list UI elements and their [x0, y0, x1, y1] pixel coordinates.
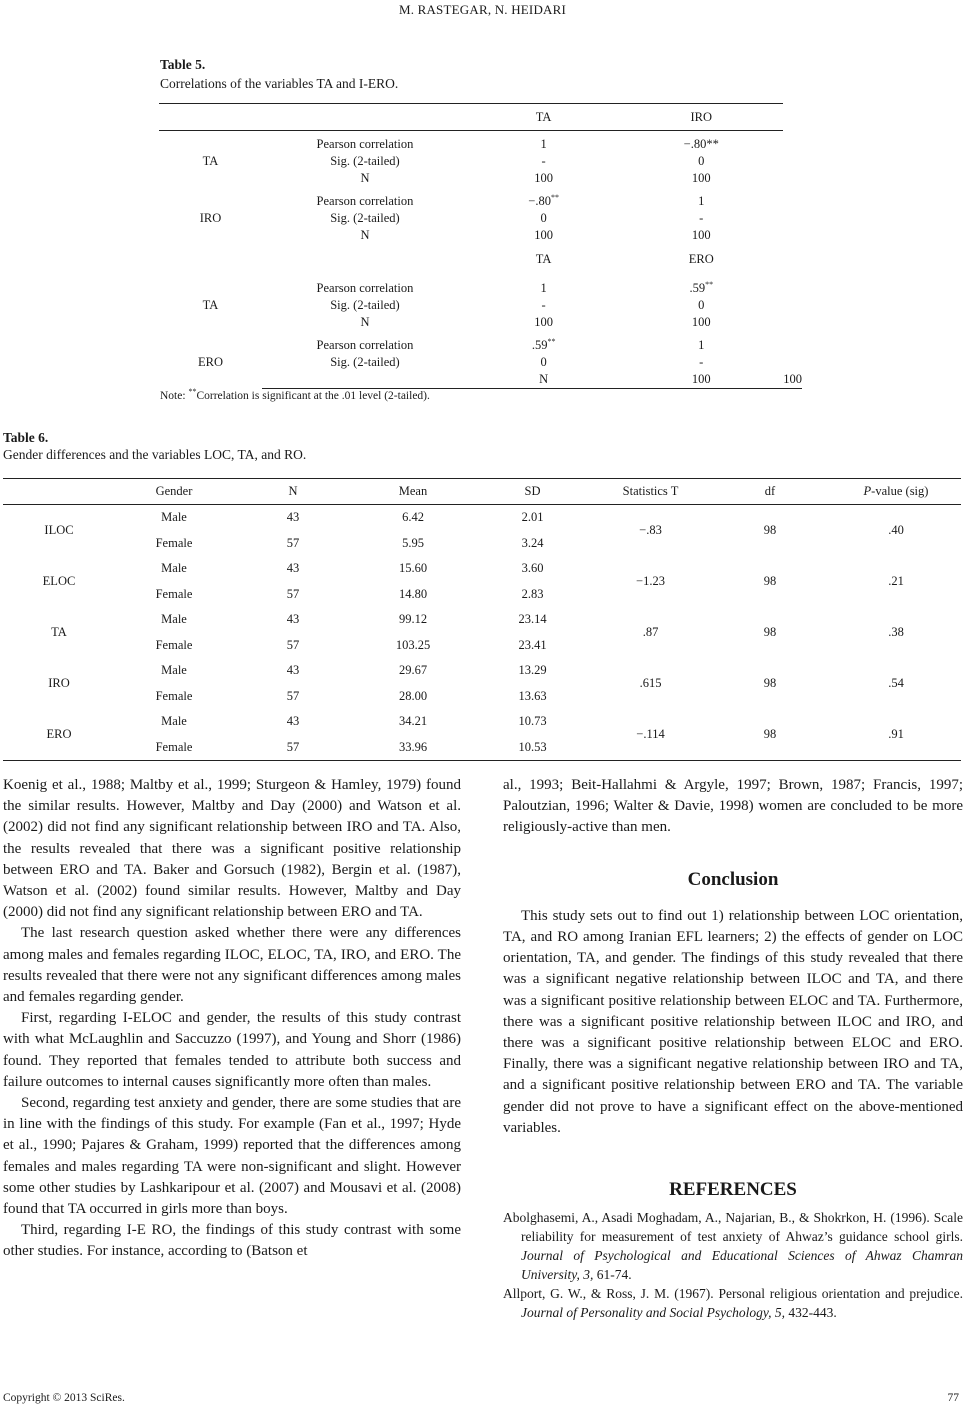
table6-cell: 43 — [286, 663, 300, 678]
table6-col-head: Mean — [353, 478, 473, 505]
table5-caption — [160, 55, 398, 93]
table5-cell: 100 — [783, 371, 802, 389]
page-number: 77 — [947, 1392, 959, 1404]
table6-cell: Female — [155, 535, 193, 550]
table6-title: Gender differences and the variables LOC, TA, and RO. — [3, 447, 307, 462]
table6-cell: 3.60 — [521, 561, 544, 576]
table5-stat-label: N — [468, 371, 619, 389]
table5-row — [159, 193, 802, 210]
table6-cell: 28.00 — [398, 688, 428, 703]
table5-row — [159, 337, 802, 354]
table6-col-head: SD — [473, 478, 592, 505]
table5-cell: - — [699, 211, 704, 225]
table5-stat-label: Sig. (2-tailed) — [330, 298, 400, 312]
table5-stat-label: Pearson correlation — [316, 281, 414, 295]
footer-copyright: Copyright © 2013 SciRes. — [3, 1392, 125, 1404]
table6-cell: 13.63 — [518, 688, 547, 703]
table6-header-row — [3, 478, 961, 505]
table6-cell: Male — [161, 510, 187, 525]
table6-cell: 98 — [763, 625, 777, 639]
table6-cell: .54 — [888, 676, 904, 690]
table5-cell: 0 — [698, 154, 705, 168]
table6-cell: Female — [115, 735, 233, 762]
body-paragraph: First, regarding I-ELOC and gender, the results of this study contrast with what McLaughlin and Saccuzzo (1997), and Young and Shorr (1986) found. They reported that females tended to attribute both success and failure outcomes to internal causes significantly more often than males. — [3, 1010, 461, 1090]
table6-cell: 10.53 — [473, 735, 592, 762]
table5-col-head: IRO — [619, 104, 783, 131]
table5-col-head: ERO — [688, 251, 714, 266]
table6-cell: 57 — [286, 535, 300, 550]
table5-stat-label: Pearson correlation — [316, 338, 414, 352]
left-column — [3, 775, 461, 1263]
table5-stat-label: Pearson correlation — [316, 137, 414, 151]
table5-row — [159, 136, 802, 153]
table6-cell: 3.24 — [521, 535, 544, 550]
table6-col-head: Statistics T — [592, 478, 709, 505]
table6-cell: 103.25 — [395, 637, 431, 652]
table6-cell: .91 — [831, 709, 961, 761]
table5-cell: 1 — [540, 137, 547, 151]
table6-row-male — [3, 709, 961, 735]
table6-cell: Female — [155, 688, 193, 703]
table6-cell: 57 — [286, 586, 300, 601]
table6-caption — [3, 429, 306, 463]
right-column — [503, 775, 963, 1322]
table6-cell: 23.14 — [518, 612, 547, 627]
table6-cell: 29.67 — [398, 663, 428, 678]
table5-cell: 100 — [691, 171, 711, 185]
section-title-references: REFERENCES — [669, 1179, 797, 1201]
table5-var: TA — [202, 298, 219, 312]
table5-stat-label: N — [360, 171, 370, 185]
table6-var: ELOC — [42, 574, 76, 588]
table6-row-male — [3, 505, 961, 531]
table5-cell: .59** — [689, 279, 714, 295]
table6-row-male — [3, 556, 961, 582]
table5-cell: 100 — [534, 171, 553, 185]
table6-cell: 43 — [286, 561, 300, 576]
table6-cell: −.114 — [592, 709, 709, 761]
table5-stat-label: N — [360, 315, 370, 329]
table5-col-head: TA — [468, 104, 619, 131]
body-paragraph: al., 1993; Beit-Hallahmi & Argyle, 1997; Brown, 1987; Francis, 1997; Paloutzian, 1996; Walter & Davie, 1998) women are concluded to be more religiously-active than men. — [503, 777, 963, 836]
body-paragraph: Third, regarding I-E RO, the findings of this study contrast with some other studies. For instance, according to (Batson et — [3, 1222, 461, 1260]
table5-stat-label: Sig. (2-tailed) — [330, 154, 400, 168]
table5-var: ERO — [197, 355, 223, 370]
table5-cell: 100 — [534, 315, 553, 329]
table5-cell: - — [541, 298, 546, 312]
table5-title: Correlations of the variables TA and I-ERO. — [160, 76, 399, 91]
table6-cell: Male — [161, 663, 187, 678]
table6-cell: 98 — [763, 574, 777, 588]
table5-stat-label: Sig. (2-tailed) — [330, 211, 400, 225]
table5-var: IRO — [199, 211, 222, 225]
table5-cell: - — [699, 355, 704, 369]
table6-cell: 15.60 — [398, 561, 428, 576]
body-paragraph: This study sets out to find out 1) relationship between LOC orientation, TA, and RO among Iranian EFL learners; 2) the effects of gender on LOC orientation, TA, and gender. The findings of this study revealed that there was a significant negative relationship between ILOC and TA, and there was a significant positive relationship between ELOC and TA. Furthermore, there was a significant positive relationship between ILOC and IRO, and there was a significant positive relationship between ELOC and ERO. Finally, there was a significant negative relationship between IRO and TA, and a significant positive relationship between ERO and TA. The variable gender did not prove to have a significant effect on the above-mentioned variables. — [503, 907, 963, 1136]
table6-cell: .615 — [639, 676, 662, 690]
table5 — [159, 103, 802, 389]
table6-cell: −.83 — [639, 523, 662, 537]
table6-var: ERO — [3, 709, 115, 761]
table5-cell: 1 — [698, 194, 705, 208]
table5-cell: 100 — [691, 228, 711, 242]
table5-cell: - — [541, 154, 546, 168]
body-paragraph: The last research question asked whether there were any differences among males and females regarding ILOC, ELOC, TA, IRO, and ERO. The results revealed that there were not any significant differences among males and females regarding gender. — [3, 925, 461, 1006]
table6-var: IRO — [48, 676, 70, 690]
table6-cell: 57 — [233, 735, 353, 762]
table6-cell: 34.21 — [398, 714, 428, 729]
table6-cell: .87 — [642, 625, 659, 639]
table6-var: ILOC — [44, 523, 74, 537]
table5-stat-label: N — [360, 228, 370, 242]
table6-cell: Male — [161, 612, 187, 627]
table5-cell: 100 — [691, 315, 711, 329]
table5-cell: 1 — [540, 281, 547, 295]
table6 — [3, 478, 961, 761]
table6-cell: 33.96 — [353, 735, 473, 762]
table5-stat-label: Sig. (2-tailed) — [330, 355, 400, 369]
table6-cell: 5.95 — [402, 535, 424, 550]
table6-cell: Male — [161, 714, 187, 729]
table5-stat-label: Pearson correlation — [316, 194, 414, 208]
table6-cell: .38 — [888, 625, 904, 639]
table5-col-head: TA — [535, 251, 552, 266]
table6-cell: Female — [155, 637, 193, 652]
table6-cell: 43 — [286, 510, 300, 525]
table5-header-row — [159, 104, 802, 131]
body-paragraph: Second, regarding test anxiety and gender, there are some studies that are in line with the findings of this study. For example (Fan et al., 1997; Hyde et al., 1990; Pajares & Graham, 1999) reported that the differences among females and males regarding TA were non-significant and slight. However some other studies by Lashkaripour et al. (2007) and Mousavi et al. (2008) found that TA occurred in girls more than boys. — [3, 1095, 461, 1218]
table5-cell: −.80** — [528, 192, 559, 208]
table6-cell: 10.73 — [518, 714, 547, 729]
table5-cell: 0 — [540, 211, 547, 225]
table6-cell: 43 — [286, 612, 300, 627]
running-header: M. RASTEGAR, N. HEIDARI — [398, 2, 567, 17]
table6-cell: 2.01 — [521, 510, 544, 525]
table5-row — [159, 280, 802, 297]
table5-cell: 0 — [698, 298, 705, 312]
table6-cell: 14.80 — [398, 586, 428, 601]
section-title-conclusion: Conclusion — [687, 868, 779, 890]
table6-col-head: df — [709, 478, 831, 505]
table6-row-male — [3, 658, 961, 684]
table6-cell: 57 — [286, 637, 300, 652]
table6-cell: 57 — [286, 688, 300, 703]
table6-cell: 23.41 — [518, 637, 547, 652]
table6-row-male — [3, 607, 961, 633]
table6-col-head: N — [233, 478, 353, 505]
table5-var: TA — [202, 154, 219, 168]
table6-col-head: Gender — [115, 478, 233, 505]
table6-label: Table 6. — [3, 430, 49, 445]
table6-cell: 13.29 — [518, 663, 547, 678]
table6-cell: 2.83 — [521, 586, 544, 601]
body-paragraph: Koenig et al., 1988; Maltby et al., 1999; Sturgeon & Hamley, 1979) found the similar results. However, Maltby and Day (2000) and Watson et al. (2002) did not find any significant relationship between IRO and TA. Also, the results revealed that there was a significant positive relationship between ERO and TA. Baker and Gorsuch (1982), Bergin et al. (1987), Watson et al. (2002) found similar results. However, Maltby and Day (2000) did not find any significant relationship between ERO and TA. — [3, 777, 461, 921]
table6-cell: 43 — [286, 714, 300, 729]
table5-cell: .59** — [531, 336, 556, 352]
table5-label: Table 5. — [160, 57, 206, 72]
table6-cell: Female — [155, 586, 193, 601]
table5-cell: 100 — [534, 228, 553, 242]
table5-cell: 100 — [619, 371, 783, 389]
table5-subheader-row — [159, 244, 802, 274]
reference-item: Abolghasemi, A., Asadi Moghadam, A., Najarian, B., & Shokrkon, H. (1996). Scale reliability for measurement of test anxiety of Ahwaz’s guidance school girls. Journal of Psychological and Educational Sciences of Ahwaz Chamran University, 3, 61-74. — [503, 1210, 963, 1283]
table6-col-head: P-value (sig) — [831, 478, 961, 505]
table5-cell: 0 — [540, 355, 547, 369]
table6-cell: 6.42 — [402, 510, 424, 525]
table5-cell: −.80** — [683, 137, 719, 151]
table6-cell: 98 — [763, 523, 777, 537]
table5-note: Note: **Correlation is significant at the .01 level (2-tailed). — [160, 387, 430, 402]
table6-cell: −1.23 — [636, 574, 665, 588]
table5-cell: 1 — [698, 338, 705, 352]
reference-item: Allport, G. W., & Ross, J. M. (1967). Personal religious orientation and prejudice. Journal of Personality and Social Psychology, 5, 432-443. — [503, 1286, 963, 1321]
table6-var: TA — [51, 625, 67, 639]
table6-cell: Male — [161, 561, 187, 576]
table6-cell: 98 — [763, 676, 777, 690]
table6-cell: .40 — [888, 523, 904, 537]
table6-cell: .21 — [888, 574, 904, 588]
table6-cell: 98 — [709, 709, 831, 761]
table6-cell: 99.12 — [398, 612, 428, 627]
